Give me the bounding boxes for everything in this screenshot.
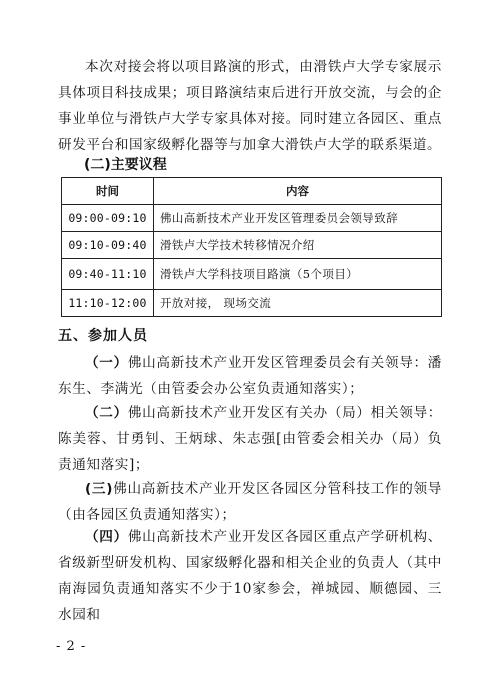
participant-item-number: （二） xyxy=(85,405,128,421)
agenda-table xyxy=(61,177,442,317)
agenda-time-cell: 09:40-11:10 xyxy=(62,259,154,290)
participant-item-text: 佛山高新技术产业开发区有关办（局）相关领导：陈美蓉、甘勇钊、王炳球、朱志强[由管委会相关办（局）负责通知落实]； xyxy=(58,405,442,473)
participant-item-number: （一） xyxy=(85,355,128,371)
intro-paragraph: 本次对接会将以项目路演的形式，由滑铁卢大学专家展示具体项目科技成果；项目路演结束后进行开放交流，与会的企事业单位与滑铁卢大学专家具体对接。同时建立各园区、重点研发平台和国家级孵化器等与加拿大滑铁卢大学的联系渠道。 xyxy=(58,59,442,153)
participant-item-text: 佛山高新技术产业开发区管理委员会有关领导：潘东生、李满光（由管委会办公室负责通知落实）； xyxy=(58,355,442,397)
agenda-content-cell: 佛山高新技术产业开发区管理委员会领导致辞 xyxy=(154,205,442,232)
agenda-time-cell: 11:10-12:00 xyxy=(62,290,154,317)
column-header-content: 内容 xyxy=(154,178,442,205)
table-row xyxy=(62,259,442,290)
agenda-content-cell: 滑铁卢大学科技项目路演（5个项目） xyxy=(154,259,442,290)
table-header-row xyxy=(62,178,442,205)
agenda-heading: (二)主要议程 xyxy=(84,157,167,173)
participant-item xyxy=(58,350,442,402)
table-row xyxy=(62,232,442,259)
table-row xyxy=(62,290,442,317)
participant-item-text: 佛山高新技术产业开发区各园区分管科技工作的领导（由各园区负责通知落实）； xyxy=(58,481,442,523)
participants-heading: 五、参加人员 xyxy=(58,328,148,344)
agenda-content-cell: 滑铁卢大学技术转移情况介绍 xyxy=(154,232,442,259)
agenda-content-cell: 开放对接， 现场交流 xyxy=(154,290,442,317)
participant-item xyxy=(58,476,442,528)
agenda-time-cell: 09:10-09:40 xyxy=(62,232,154,259)
agenda-time-cell: 09:00-09:10 xyxy=(62,205,154,232)
participant-item-number: (三) xyxy=(85,481,114,497)
participant-item xyxy=(58,524,442,628)
participant-item-text: 佛山高新技术产业开发区各园区重点产学研机构、省级新型研发机构、国家级孵化器和相关企业的负责人（其中南海园负责通知落实不少于10家参会，禅城园、顺德园、三水园和 xyxy=(58,529,442,623)
participant-item-number: （四） xyxy=(85,529,128,545)
page-number: - 2 - xyxy=(56,639,87,654)
participant-item xyxy=(58,400,442,478)
table-row xyxy=(62,205,442,232)
column-header-time: 时间 xyxy=(62,178,154,205)
